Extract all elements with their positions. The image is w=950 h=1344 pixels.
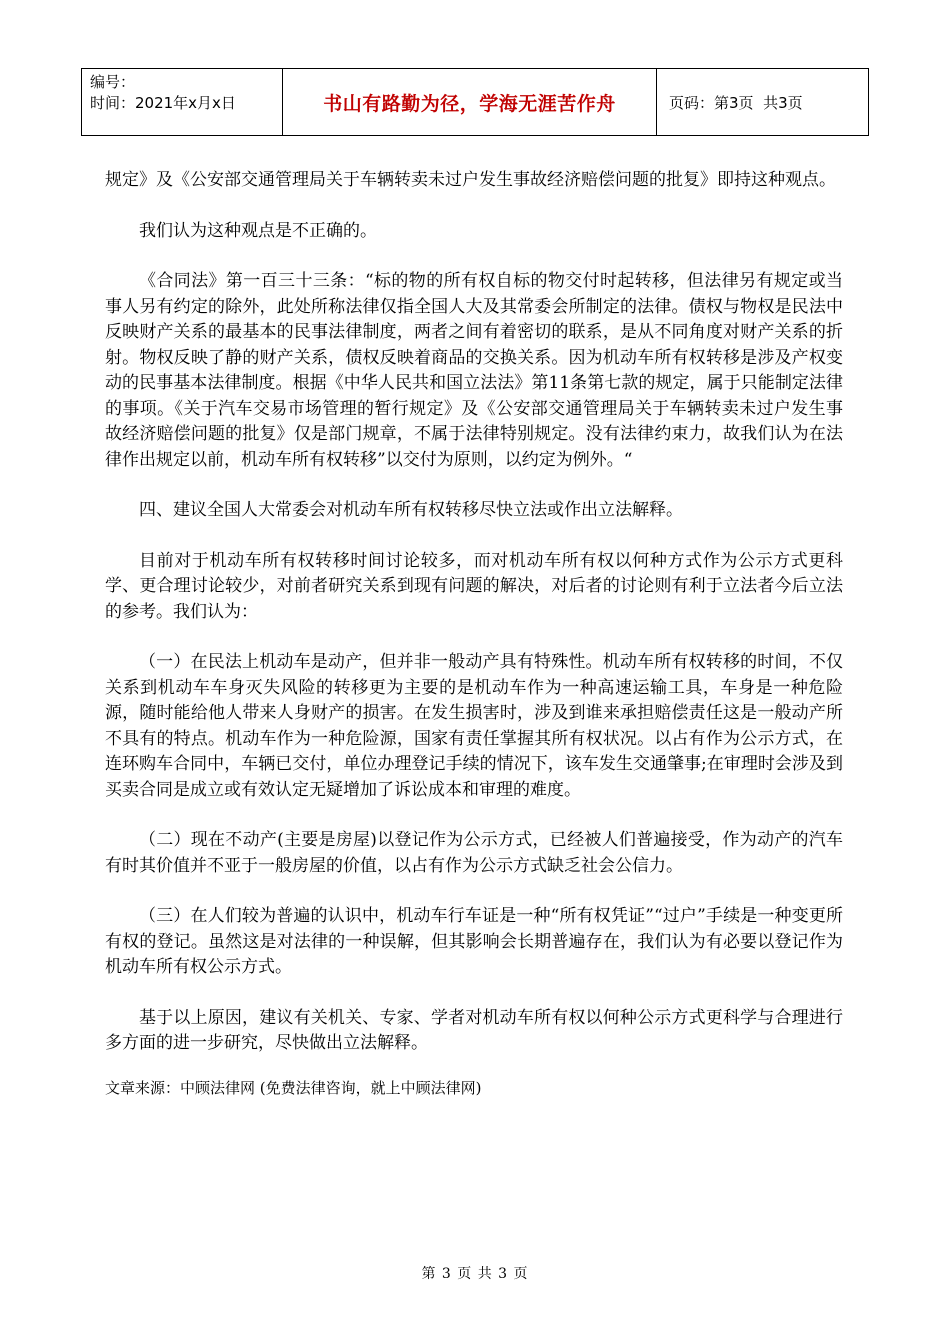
document-body [105,168,843,1126]
section-heading: 四、建议全国人大常委会对机动车所有权转移尽快立法或作出立法解释。 [139,500,683,520]
paragraph: 基于以上原因，建议有关机关、专家、学者对机动车所有权以何种公示方式更科学与合理进行多方面的进一步研究，尽快做出立法解释。 [105,1007,843,1053]
source-line: 文章来源：中顾法律网 (免费法律咨询，就上中顾法律网) [105,1078,482,1097]
page-header [81,68,869,136]
header-motto: 书山有路勤为径，学海无涯苦作舟 [283,69,657,135]
paragraph: 《合同法》第一百三十三条：“标的物的所有权自标的物交付时起转移，但法律另有规定或当事人另有约定的除外，此处所称法律仅指全国人大及其常委会所制定的法律。债权与物权是民法中反映财产关系的最基本的民事法律制度，两者之间有着密切的联系，是从不同角度对财产关系的折射。物权反映了静的财产关系，债权反映着商品的交换关系。因为机动车所有权转移是涉及产权变动的民事基本法律制度。根据《中华人民共和国立法法》第11条第七款的规定，属于只能制定法律的事项。《关于汽车交易市场管理的暂行规定》及《公安部交通管理局关于车辆转卖未过户发生事故经济赔偿问题的批复》仅是部门规章，不属于法律特别规定。没有法律约束力，故我们认为在法律作出规定以前，机动车所有权转移”以交付为原则，以约定为例外。“ [105,271,843,470]
document-number-label: 编号： [90,73,136,91]
paragraph: 目前对于机动车所有权转移时间讨论较多，而对机动车所有权以何种方式作为公示方式更科学、更合理讨论较少，对前者研究关系到现有问题的解决，对后者的讨论则有利于立法者今后立法的参考。我们认为： [105,550,843,622]
paragraph-continuation: 规定》及《公安部交通管理局关于车辆转卖未过户发生事故经济赔偿问题的批复》即持这种观点。 [105,170,836,190]
header-meta [82,69,283,135]
header-page-info: 页码：第3页 共3页 [669,93,803,112]
paragraph: （二）现在不动产(主要是房屋)以登记作为公示方式，已经被人们普遍接受，作为动产的汽车有时其价值并不亚于一般房屋的价值，以占有作为公示方式缺乏社会公信力。 [105,830,843,876]
paragraph: 我们认为这种观点是不正确的。 [139,220,377,241]
page-footer: 第 3 页 共 3 页 [421,1266,529,1282]
paragraph: （一）在民法上机动车是动产，但并非一般动产具有特殊性。机动车所有权转移的时间，不仅关系到机动车车身灭失风险的转移更为主要的是机动车作为一种高速运输工具，车身是一种危险源，随时能给他人带来人身财产的损害。在发生损害时，涉及到谁来承担赔偿责任这是一般动产所不具有的特点。机动车作为一种危险源，国家有责任掌握其所有权状况。以占有作为公示方式，在连环购车合同中，车辆已交付，单位办理登记手续的情况下，该车发生交通肇事;在审理时会涉及到买卖合同是成立或有效认定无疑增加了诉讼成本和审理的难度。 [105,652,843,800]
document-time-label: 时间：2021年x月x日 [90,94,236,112]
paragraph: （三）在人们较为普遍的认识中，机动车行车证是一种“所有权凭证”“过户”手续是一种变更所有权的登记。虽然这是对法律的一种误解，但其影响会长期普遍存在，我们认为有必要以登记作为机动车所有权公示方式。 [105,906,843,977]
